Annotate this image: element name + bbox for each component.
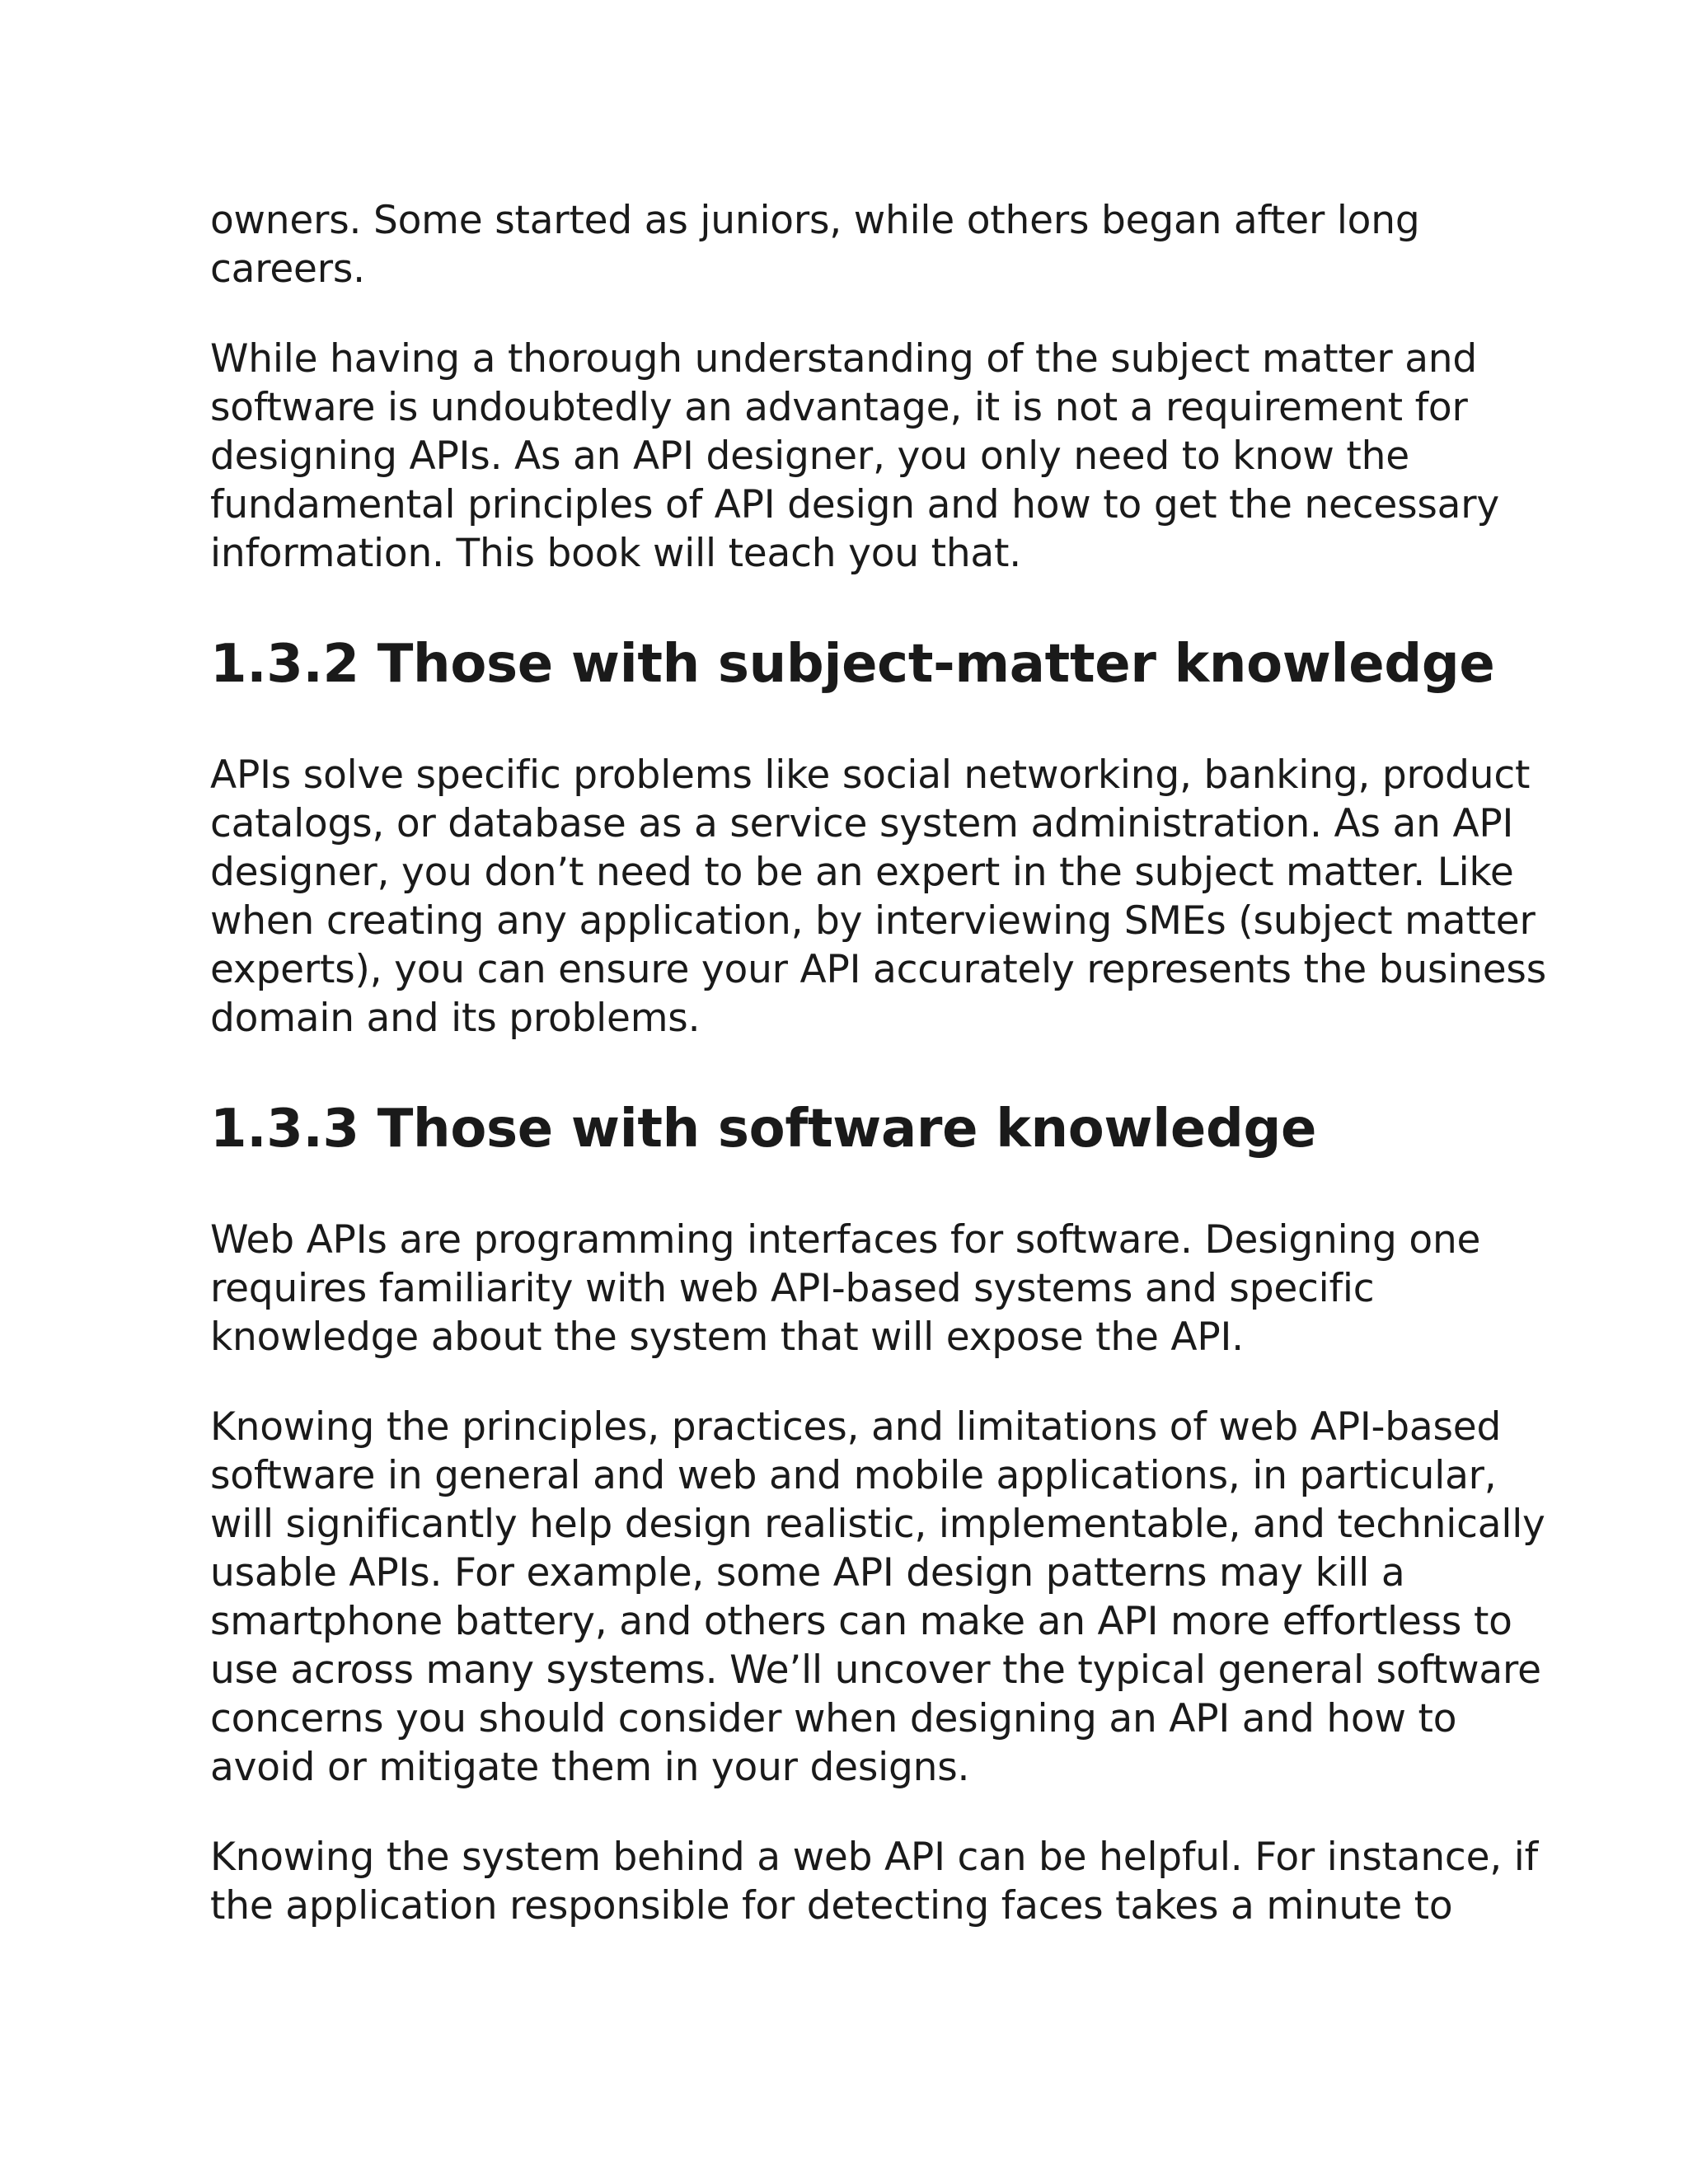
text-line: software is undoubtedly an advantage, it is not a requirement for <box>210 385 1468 430</box>
paragraph-web-apis-interfaces <box>210 1216 1496 1361</box>
text-line: owners. Some started as juniors, while others began after long <box>210 198 1420 243</box>
text-line: While having a thorough understanding of the subject matter and <box>210 336 1478 382</box>
section-heading-software-knowledge: 1.3.3 Those with software knowledge <box>210 1099 1317 1160</box>
text-line: usable APIs. For example, some API design patterns may kill a <box>210 1550 1405 1596</box>
section-heading-subject-matter: 1.3.2 Those with subject-matter knowledge <box>210 634 1495 695</box>
text-line: when creating any application, by interviewing SMEs (subject matter <box>210 898 1536 944</box>
paragraph-apis-solve-problems <box>210 751 1546 1043</box>
text-line: experts), you can ensure your API accurately represents the business <box>210 947 1546 992</box>
paragraph-understanding-advantage <box>210 335 1499 578</box>
text-line: fundamental principles of API design and how to get the necessary <box>210 482 1499 527</box>
paragraph-knowing-principles <box>210 1403 1545 1792</box>
document-page <box>210 196 1546 1971</box>
text-line: catalogs, or database as a service system administration. As an API <box>210 801 1514 846</box>
paragraph-owners-careers <box>210 196 1496 293</box>
text-line: concerns you should consider when designing an API and how to <box>210 1696 1457 1741</box>
text-line: knowledge about the system that will expose the API. <box>210 1315 1244 1360</box>
text-line: APIs solve specific problems like social networking, banking, product <box>210 752 1531 798</box>
text-line: designing APIs. As an API designer, you only need to know the <box>210 434 1409 479</box>
paragraph-knowing-system <box>210 1833 1538 1930</box>
text-line: careers. <box>210 246 365 292</box>
text-line: Web APIs are programming interfaces for software. Designing one <box>210 1217 1481 1263</box>
text-line: domain and its problems. <box>210 996 701 1041</box>
text-line: information. This book will teach you that. <box>210 531 1021 576</box>
text-line: will significantly help design realistic, implementable, and technically <box>210 1502 1545 1547</box>
text-line: Knowing the principles, practices, and limitations of web API-based <box>210 1404 1502 1450</box>
text-line: requires familiarity with web API-based systems and specific <box>210 1266 1375 1311</box>
text-line: avoid or mitigate them in your designs. <box>210 1745 970 1790</box>
text-line: the application responsible for detecting faces takes a minute to <box>210 1883 1453 1929</box>
text-line: software in general and web and mobile applications, in particular, <box>210 1453 1497 1498</box>
text-line: designer, you don’t need to be an expert in the subject matter. Like <box>210 850 1514 895</box>
text-line: smartphone battery, and others can make an API more effortless to <box>210 1599 1512 1644</box>
text-line: use across many systems. We’ll uncover the typical general software <box>210 1647 1541 1693</box>
text-line: Knowing the system behind a web API can be helpful. For instance, if <box>210 1835 1538 1880</box>
